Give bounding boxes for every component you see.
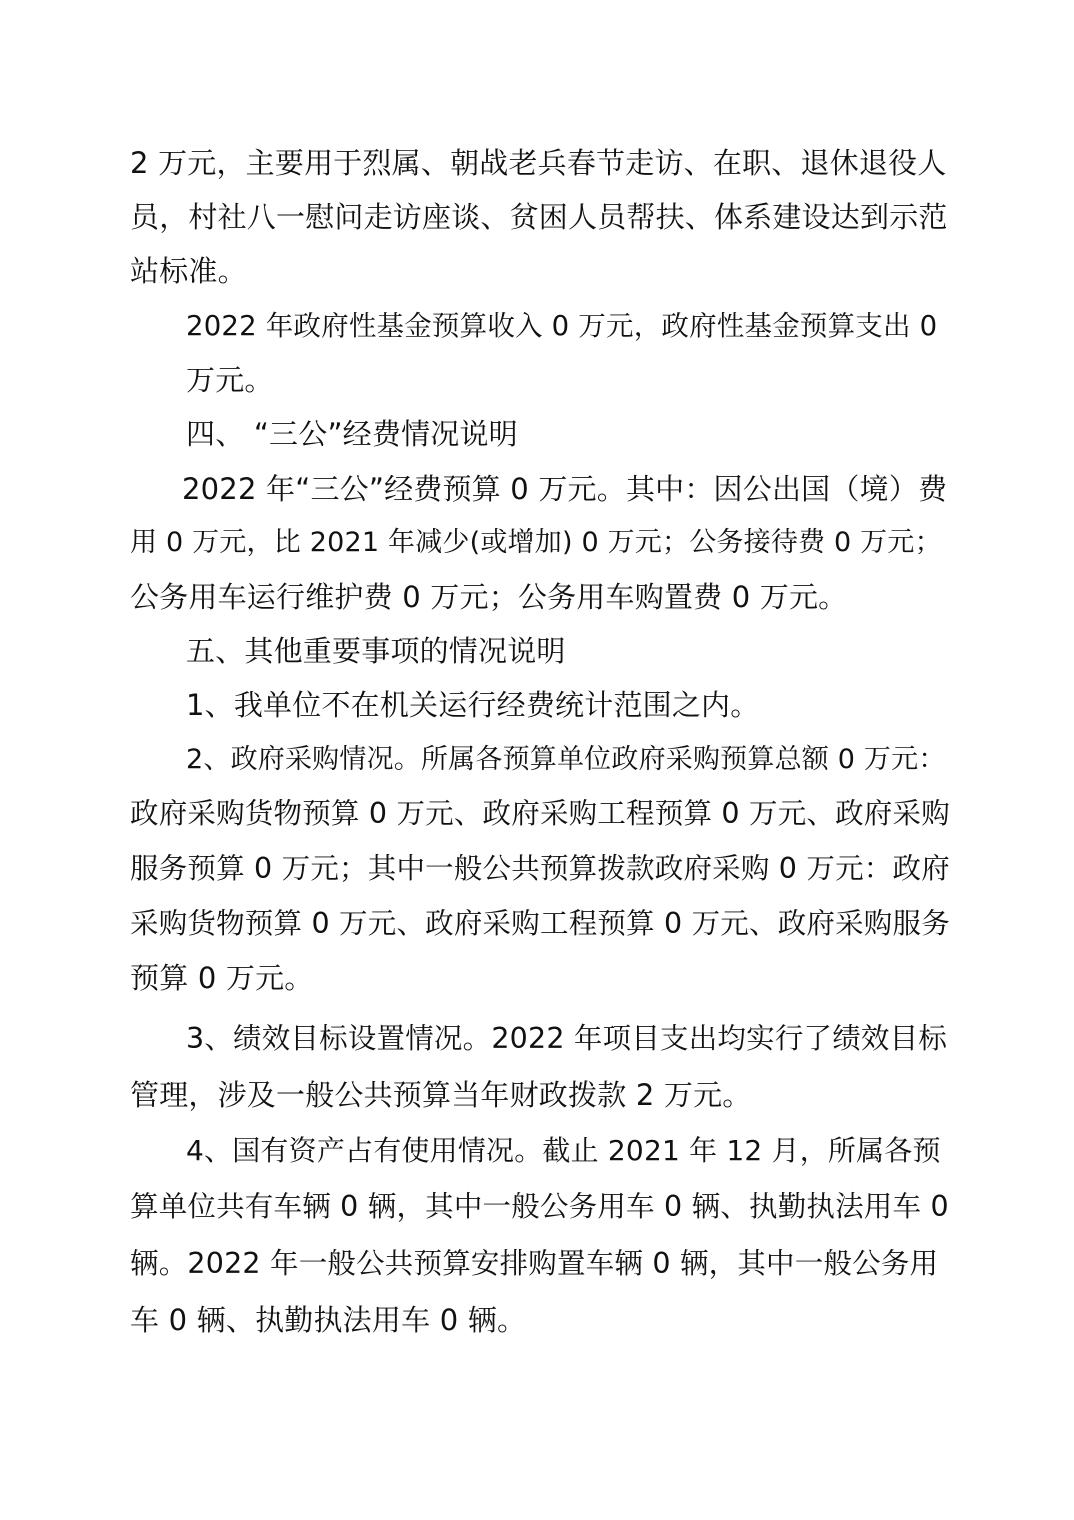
text-line: 辆。2022 年一般公共预算安排购置车辆 0 辆，其中一般公务用 — [130, 1247, 939, 1280]
section-heading: 四、 “三公”经费情况说明 — [186, 417, 518, 451]
section-heading: 五、其他重要事项的情况说明 — [186, 634, 566, 668]
text-line: 车 0 辆、执勤执法用车 0 辆。 — [130, 1303, 527, 1337]
text-line: 3、绩效目标设置情况。2022 年项目支出均实行了绩效目标 — [186, 1022, 948, 1055]
text-line: 预算 0 万元。 — [130, 961, 314, 995]
text-line: 站标准。 — [130, 254, 247, 288]
text-line: 员，村社八一慰问走访座谈、贫困人员帮扶、体系建设达到示范 — [130, 200, 948, 234]
text-line: 管理，涉及一般公共预算当年财政拨款 2 万元。 — [130, 1078, 752, 1112]
text-line: 2022 年“三公”经费预算 0 万元。其中：因公出国（境）费 — [182, 472, 948, 506]
text-line: 4、国有资产占有使用情况。截止 2021 年 12 月，所属各预 — [186, 1134, 941, 1167]
text-line: 2、政府采购情况。所属各预算单位政府采购预算总额 0 万元： — [186, 744, 946, 775]
text-line: 1、我单位不在机关运行经费统计范围之内。 — [186, 688, 760, 722]
text-line: 算单位共有车辆 0 辆，其中一般公务用车 0 辆、执勤执法用车 0 — [130, 1190, 949, 1223]
text-line: 万元。 — [186, 363, 274, 397]
text-line: 服务预算 0 万元；其中一般公共预算拨款政府采购 0 万元：政府 — [130, 852, 950, 885]
text-line: 公务用车运行维护费 0 万元；公务用车购置费 0 万元。 — [130, 580, 848, 614]
text-line: 政府采购货物预算 0 万元、政府采购工程预算 0 万元、政府采购 — [130, 797, 950, 830]
text-line: 用 0 万元，比 2021 年减少(或增加) 0 万元；公务接待费 0 万元； — [130, 527, 942, 558]
text-line: 2 万元，主要用于烈属、朝战老兵春节走访、在职、退休退役人 — [130, 146, 947, 180]
text-line: 2022 年政府性基金预算收入 0 万元，政府性基金预算支出 0 — [186, 310, 938, 342]
text-line: 采购货物预算 0 万元、政府采购工程预算 0 万元、政府采购服务 — [130, 907, 950, 940]
